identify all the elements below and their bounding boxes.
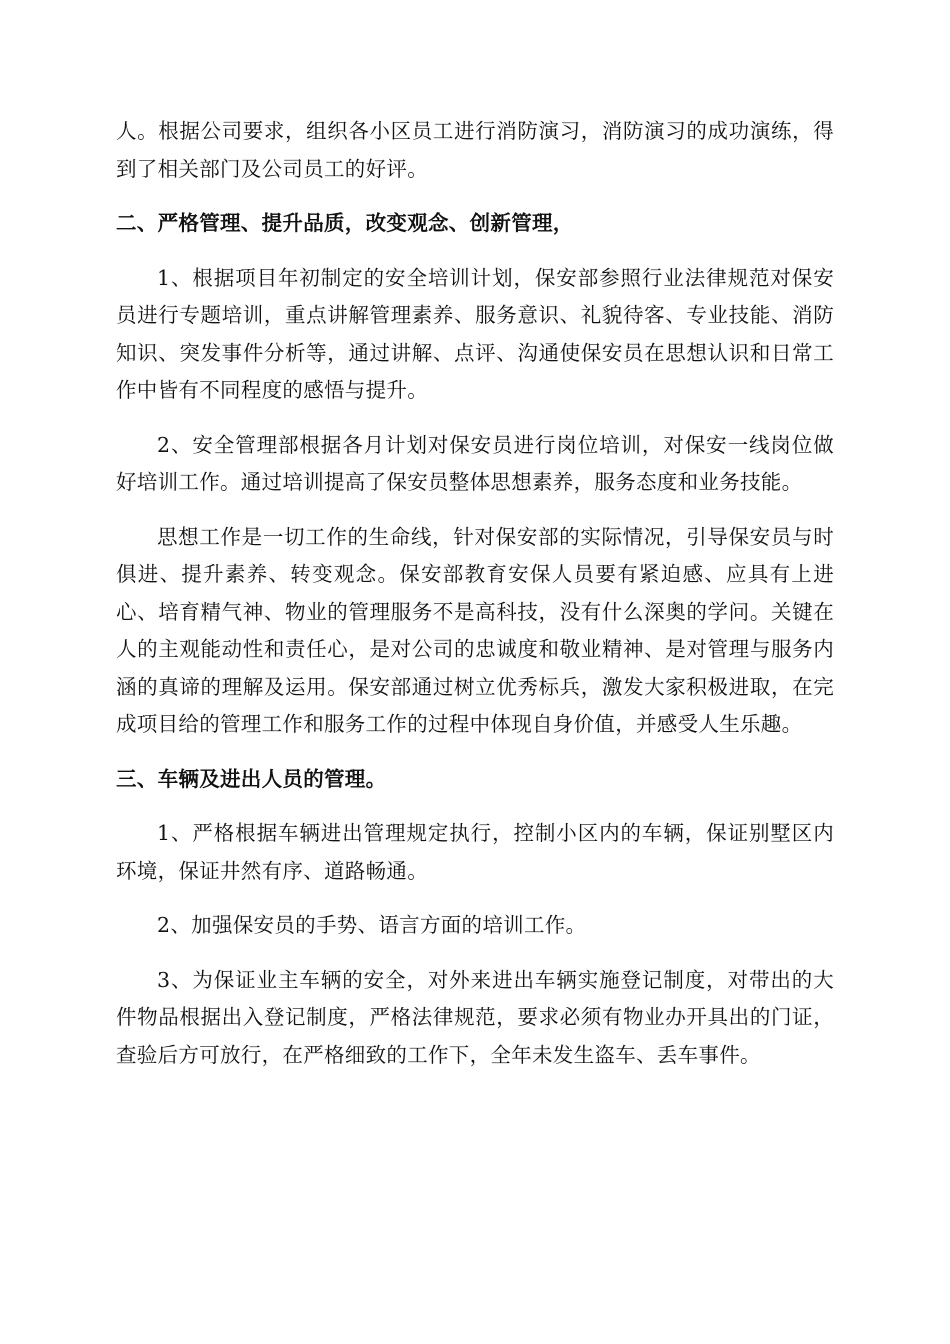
paragraph-ideology-work: 思想工作是一切工作的生命线，针对保安部的实际情况，引导保安员与时俱进、提升素养、转变观念。保安部教育安保人员要有紧迫感、应具有上进心、培育精气神、物业的管理服务不是高科技，没有什么深奥的学问。关键在人的主观能动性和责任心，是对公司的忠诚度和敬业精神、是对管理与服务内涵的真谛的理解及运用。保安部通过树立优秀标兵，激发大家积极进取，在完成项目给的管理工作和服务工作的过程中体现自身价值，并感受人生乐趣。 bbox=[116, 524, 834, 736]
paragraph-gesture-training: 2、加强保安员的手势、语言方面的培训工作。 bbox=[157, 913, 587, 937]
paragraph-training-plan: 1、根据项目年初制定的安全培训计划，保安部参照行业法律规范对保安员进行专题培训，重点讲解管理素养、服务意识、礼貌待客、专业技能、消防知识、突发事件分析等，通过讲解、点评、沟通使保安员在思想认识和日常工作中皆有不同程度的感悟与提升。 bbox=[116, 265, 834, 402]
paragraph-post-training: 2、安全管理部根据各月计划对保安员进行岗位培训，对保安一线岗位做好培训工作。通过培训提高了保安员整体思想素养，服务态度和业务技能。 bbox=[116, 432, 834, 494]
section-heading-2: 二、严格管理、提升品质，改变观念、创新管理， bbox=[116, 211, 574, 235]
paragraph-vehicle-registration: 3、为保证业主车辆的安全，对外来进出车辆实施登记制度，对带出的大件物品根据出入登记制度，严格法律规范，要求必须有物业办开具出的门证，查验后方可放行，在严格细致的工作下，全年未发生盗车、丢车事件。 bbox=[116, 967, 834, 1067]
section-heading-3: 三、车辆及进出人员的管理。 bbox=[116, 766, 387, 791]
paragraph-vehicle-rules: 1、严格根据车辆进出管理规定执行，控制小区内的车辆，保证别墅区内环境，保证井然有序、道路畅通。 bbox=[116, 821, 834, 883]
paragraph-continuation: 人。根据公司要求，组织各小区员工进行消防演习，消防演习的成功演练，得到了相关部门及公司员工的好评。 bbox=[116, 119, 834, 181]
document-page bbox=[116, 113, 834, 1091]
